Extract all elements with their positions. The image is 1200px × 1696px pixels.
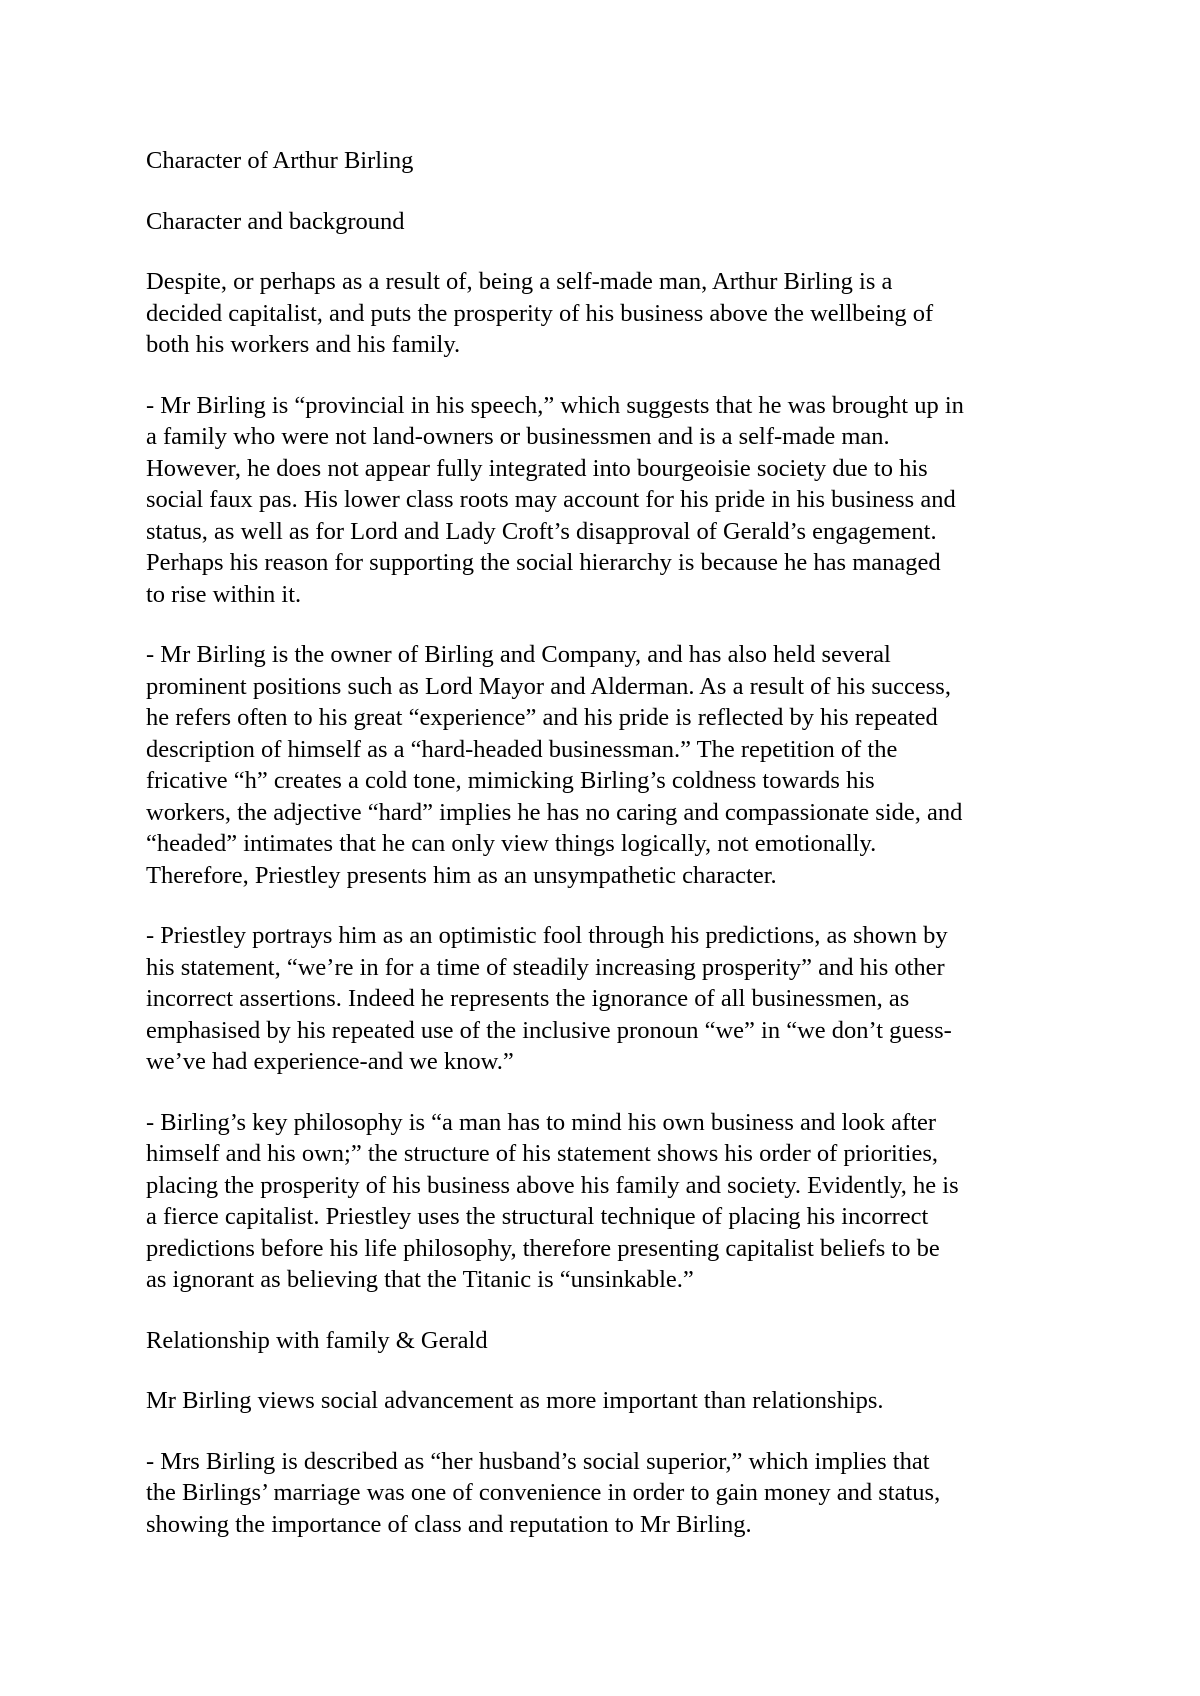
paragraph-provincial	[146, 390, 1076, 611]
paragraph-line: a family who were not land-owners or businessmen and is a self-made man.	[146, 423, 890, 450]
paragraph-line: himself and his own;” the structure of his statement shows his order of priorities,	[146, 1140, 939, 1167]
paragraph-optimistic	[146, 920, 1076, 1078]
paragraph-line: - Mrs Birling is described as “her husband’s social superior,” which implies that	[146, 1447, 930, 1475]
paragraph-line: emphasised by his repeated use of the inclusive pronoun “we” in “we don’t guess-	[146, 1016, 952, 1044]
paragraph-line: a fierce capitalist. Priestley uses the structural technique of placing his incorrect	[146, 1203, 929, 1230]
document-body	[146, 145, 1076, 1569]
paragraph-line: - Priestley portrays him as an optimistic fool through his predictions, as shown by	[146, 922, 948, 949]
paragraph-line: both his workers and his family.	[146, 331, 461, 358]
paragraph-line: - Birling’s key philosophy is “a man has to mind his own business and look after	[146, 1108, 937, 1136]
paragraph-line: social faux pas. His lower class roots may account for his pride in his business and	[146, 486, 956, 513]
paragraph-line: However, he does not appear fully integrated into bourgeoisie society due to his	[146, 454, 928, 482]
paragraph-line: placing the prosperity of his business above his family and society. Evidently, he is	[146, 1171, 959, 1199]
paragraph-line: - Mr Birling is “provincial in his speech,” which suggests that he was brought up in	[146, 391, 964, 419]
paragraph-line: prominent positions such as Lord Mayor and Alderman. As a result of his success,	[146, 672, 951, 700]
paragraph-line: showing the importance of class and reputation to Mr Birling.	[146, 1510, 752, 1538]
paragraph-line: Mr Birling views social advancement as more important than relationships.	[146, 1387, 884, 1414]
paragraph-line: description of himself as a “hard-headed businessman.” The repetition of the	[146, 735, 898, 763]
section-heading-character-background: Character and background	[146, 207, 405, 235]
paragraph-line: Therefore, Priestley presents him as an unsympathetic character.	[146, 861, 777, 889]
paragraph-line: Despite, or perhaps as a result of, being a self-made man, Arthur Birling is a	[146, 268, 893, 295]
paragraph-line: Perhaps his reason for supporting the social hierarchy is because he has managed	[146, 549, 941, 576]
paragraph-mrs-birling	[146, 1446, 1076, 1541]
paragraph-line: the Birlings’ marriage was one of convenience in order to gain money and status,	[146, 1479, 941, 1506]
paragraph-line: - Mr Birling is the owner of Birling and Company, and has also held several	[146, 641, 891, 668]
section-heading-relationship: Relationship with family & Gerald	[146, 1326, 488, 1354]
paragraph-line: status, as well as for Lord and Lady Croft’s disapproval of Gerald’s engagement.	[146, 517, 937, 545]
paragraph-line: we’ve had experience-and we know.”	[146, 1048, 514, 1075]
paragraph-line: incorrect assertions. Indeed he represents the ignorance of all businessmen, as	[146, 985, 910, 1012]
paragraph-line: predictions before his life philosophy, therefore presenting capitalist beliefs to be	[146, 1234, 940, 1262]
paragraph-owner	[146, 639, 1076, 891]
paragraph-social-advancement	[146, 1385, 1076, 1417]
paragraph-line: workers, the adjective “hard” implies he has no caring and compassionate side, and	[146, 798, 963, 826]
paragraph-line: decided capitalist, and puts the prosperity of his business above the wellbeing of	[146, 299, 934, 327]
paragraph-line: “headed” intimates that he can only view things logically, not emotionally.	[146, 830, 877, 857]
paragraph-line: to rise within it.	[146, 580, 302, 608]
document-title: Character of Arthur Birling	[146, 147, 414, 174]
paragraph-line: his statement, “we’re in for a time of steadily increasing prosperity” and his other	[146, 953, 945, 981]
paragraph-philosophy	[146, 1107, 1076, 1296]
paragraph-intro	[146, 266, 1076, 361]
paragraph-line: as ignorant as believing that the Titanic is “unsinkable.”	[146, 1266, 694, 1293]
paragraph-line: fricative “h” creates a cold tone, mimicking Birling’s coldness towards his	[146, 767, 875, 794]
paragraph-line: he refers often to his great “experience” and his pride is reflected by his repeated	[146, 704, 938, 731]
